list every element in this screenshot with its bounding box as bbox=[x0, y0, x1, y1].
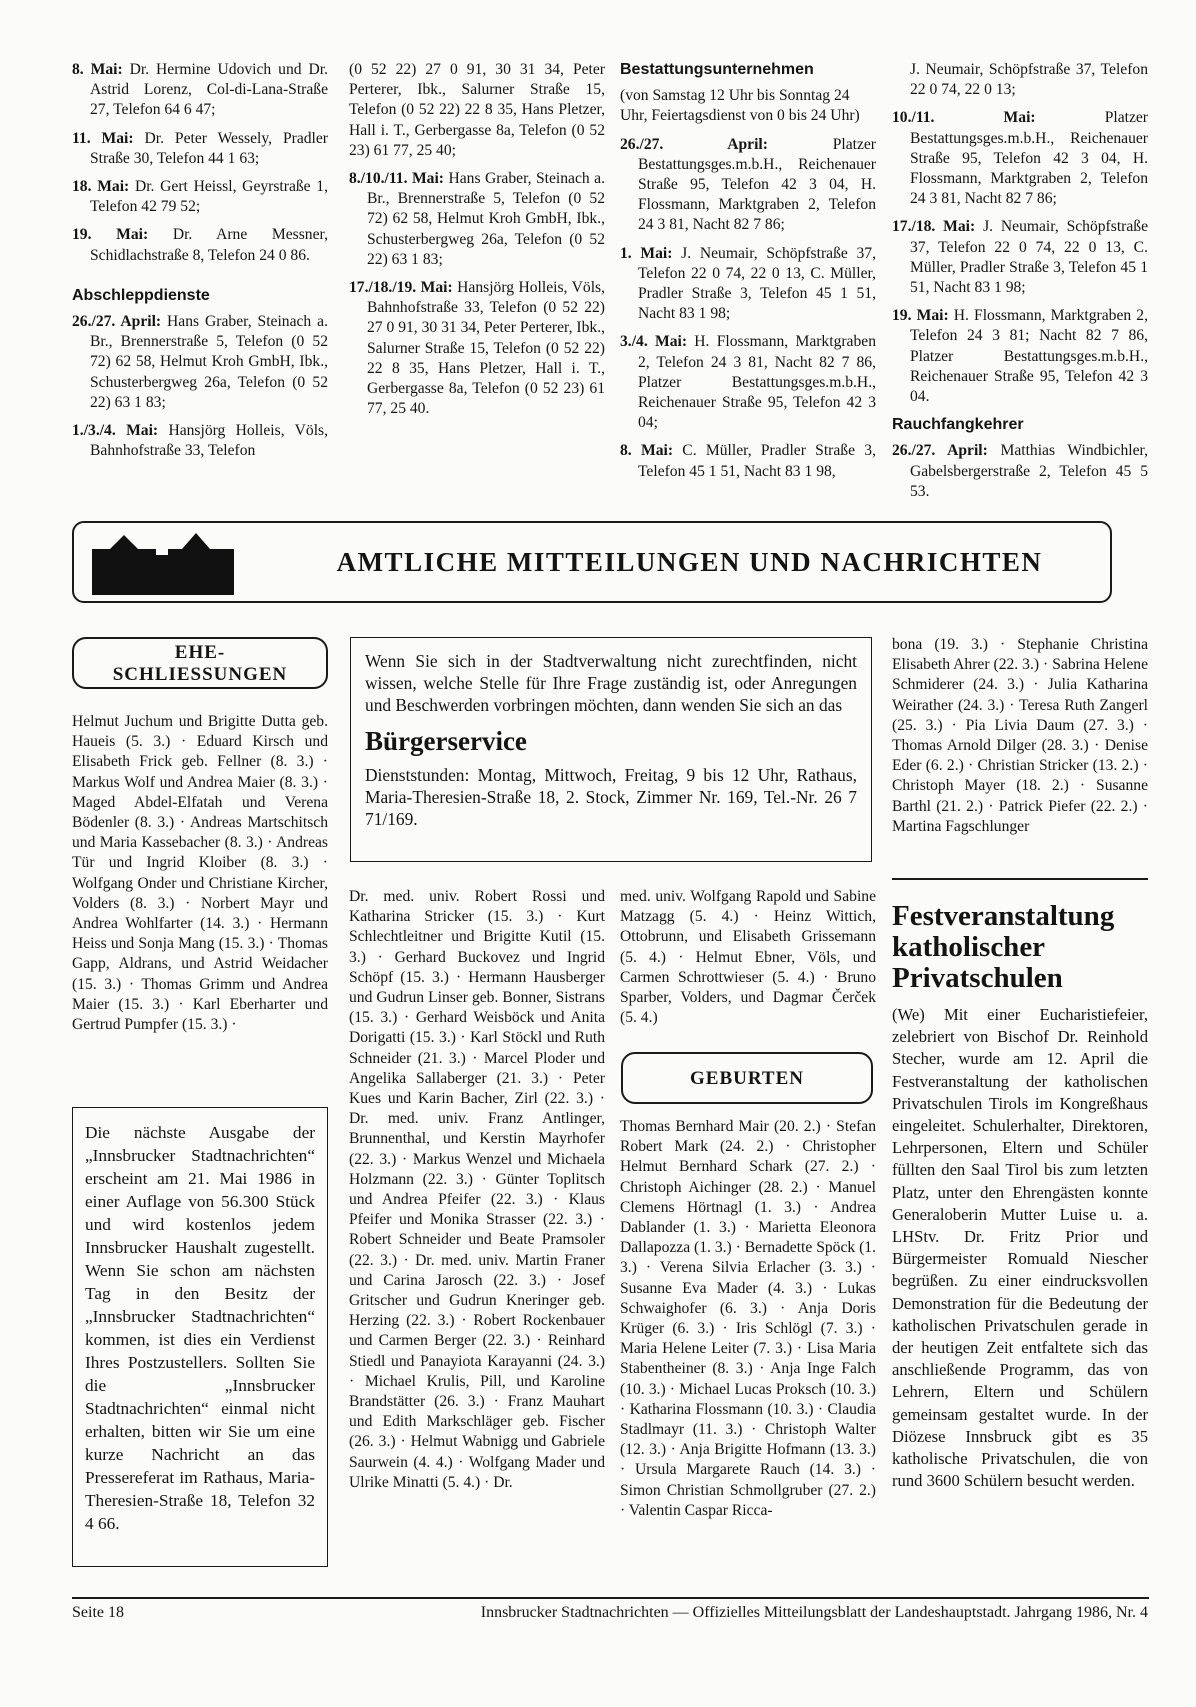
entry: 8./10./11. Mai: Hans Graber, Steinach a. Br., Brennerstraße 5, Telefon (0 52 72) 62 58, Helmut Kroh GmbH, Ibk., Schusterbergweg 26a, Telefon (0 52 22) 63 1 83; bbox=[349, 170, 605, 268]
citizen-service-box bbox=[350, 637, 872, 862]
section-heading-rauchfangkehrer: Rauchfangkehrer bbox=[892, 416, 1024, 434]
entry: 10./11. Mai: Platzer Bestattungsges.m.b.H., Reichenauer Straße 95, Telefon 42 3 04, H. Flossmann, Marktgraben 2, Telefon 24 3 81, Nacht 82 7 86; bbox=[892, 109, 1148, 208]
column-divider bbox=[892, 878, 1148, 880]
service-name: Bürgerservice bbox=[365, 726, 527, 756]
article bbox=[892, 893, 1148, 1500]
entry: 19. Mai: Dr. Arne Messner, Schidlachstraße 8, Telefon 24 0 86. bbox=[72, 226, 328, 264]
entry: 19. Mai: H. Flossmann, Marktgraben 2, Telefon 24 3 81; Nacht 82 7 86, Platzer Bestattungsges.m.b.H., Reichenauer Straße 95, Telefon 42 3 04. bbox=[892, 307, 1148, 406]
section-heading-abschleppdienste: Abschleppdienste bbox=[72, 286, 210, 304]
page-number: Seite 18 bbox=[72, 1604, 124, 1621]
bestattung-intro: (von Samstag 12 Uhr bis Sonntag 24 Uhr, Feiertagsdienst von 0 bis 24 Uhr) bbox=[620, 87, 860, 125]
top-column-1 bbox=[72, 60, 328, 469]
marriages-column-2: Dr. med. univ. Robert Rossi und Katharina Stricker (15. 3.) · Kurt Schlechtleitner und Brigitte Kutil (15. 3.) · Gerhard Buckovez und Ingrid Schöpf (15. 3.) · Hermann Hausberger und Gudrun Linser geb. Bonner, Sistrans (15. 3.) · Gerhard Weisböck und Anita Dorigatti (15. 3.) · Karl Stöckl und Ruth Schneider (21. 3.) · Marcel Ploder und Angelika Sallaberger (21. 3.) · Peter Kues und Karin Bacher, Zirl (22. 3.) · Dr. med. univ. Franz Antlinger, Brunnenthal, und Kerstin Mayrhofer (22. 3.) · Markus Wenzel und Michaela Holzmann (22. 3.) · Günter Toplitsch und Andrea Pfeifer (22. 3.) · Klaus Pfeifer und Monika Strasser (22. 3.) · Robert Schneider und Beate Pramsoler (22. 3.) · Dr. med. univ. Martin Franer und Carina Jarosch (22. 3.) · Josef Gritscher und Gudrun Kneringer geb. Herzing (22. 3.) · Robert Rockenbauer und Carmen Berger (22. 3.) · Reinhard Stiedl und Panayiota Karayanni (24. 3.) · Michael Krulis, Pill, und Karoline Brandstätter (26. 3.) · Franz Mauhart und Edith Markschläger geb. Fischer (26. 3.) · Helmut Wabnigg und Gabriele Saurwein (4. 4.) · Wolfgang Mader und Ulrike Minatti (5. 4.) · Dr. bbox=[349, 888, 605, 1491]
entry: 18. Mai: Dr. Gert Heissl, Geyrstraße 1, Telefon 42 79 52; bbox=[72, 178, 328, 216]
births-column-2: bona (19. 3.) · Stephanie Christina Elisabeth Ahrer (22. 3.) · Sabrina Helene Schmiderer (24. 3.) · Julia Katharina Weirather (24. 3.) · Teresa Ruth Zangerl (25. 3.) · Pia Livia Daum (27. 3.) · Thomas Arnold Dilger (28. 3.) · Denise Eder (6. 2.) · Christian Stricker (13. 2.) · Christoph Mayer (18. 2.) · Susanne Barthl (21. 2.) · Patrick Piefer (22. 2.) · Martina Fagschlunger bbox=[892, 636, 1148, 835]
section-banner bbox=[72, 521, 1112, 603]
marriages-column-1: Helmut Juchum und Brigitte Dutta geb. Haueis (5. 3.) · Eduard Kirsch und Elisabeth Frick geb. Fellner (8. 3.) · Markus Wolf und Andrea Maier (8. 3.) · Maged Abdel-Elfatah und Verena Bödenler (8. 3.) · Andreas Martschitsch und Maria Kassebacher (8. 3.) · Andreas Tür und Ingrid Kloiber (8. 3.) · Wolfgang Onder und Christiane Kircher, Volders (8. 3.) · Norbert Mayr und Andrea Wohlfarter (14. 3.) · Hermann Heiss und Sonja Mang (15. 3.) · Thomas Gapp, Aldrans, und Astrid Weidacher (15. 3.) · Thomas Grimm und Andrea Maier (15. 3.) · Karl Eberharter und Gertrud Pumpfer (15. 3.) · bbox=[72, 713, 328, 1034]
top-column-2 bbox=[349, 60, 605, 427]
doctor-list bbox=[72, 60, 328, 266]
article-body: (We) Mit einer Eucharistiefeier, zelebriert von Bischof Dr. Reinhold Stecher, wurde am 12. April die Festveranstaltung der katholischen Privatschulen Tirols im Kongreßhaus eingeleitet. Schulerhalter, Direktoren, Lehrpersonen, Eltern und Schüler füllten den Saal Tirol bis zum letzten Platz, unter den Ehrengästen konnte Generaloberin Mutter Luise u. a. LHStv. Dr. Fritz Prior und Bürgermeister Romuald Niescher begrüßen. Zu einer eindrucksvollen Demonstration für die Bedeutung der katholischen Privatschulen gerade in der heutigen Zeit entfaltete sich das anschließende Programm, das von Lehrern, Eltern und Schülern gemeinsam gestaltet wurde. In der Diözese Innsbruck gibt es 35 katholische Privatschulen, die von rund 3600 Schülern besucht werden. bbox=[892, 1005, 1148, 1491]
city-emblem-icon bbox=[86, 525, 246, 599]
entry: 26./27. April: Platzer Bestattungsges.m.b.H., Reichenauer Straße 95, Telefon 42 3 04, H. Flossmann, Marktgraben 2, Telefon 24 3 81, Nacht 82 7 86; bbox=[620, 135, 876, 234]
section-heading-bestattung: Bestattungsunternehmen bbox=[620, 61, 814, 78]
footer-rule bbox=[72, 1597, 1149, 1599]
entry: 11. Mai: Dr. Peter Wessely, Pradler Straße 30, Telefon 44 1 63; bbox=[72, 129, 328, 167]
entry: 26./27. April: Hans Graber, Steinach a. Br., Brennerstraße 5, Telefon (0 52 72) 62 58, Helmut Kroh GmbH, Ibk., Schusterbergweg 26a, Telefon (0 52 22) 63 1 83; bbox=[72, 313, 328, 411]
births-heading: GEBURTEN bbox=[621, 1052, 873, 1104]
entry: (0 52 22) 27 0 91, 30 31 34, Peter Perterer, Ibk., Salurner Straße 15, Telefon (0 52 22) 22 8 35, Hans Pletzer, Hall i. T., Gerbergasse 8a, Telefon (0 52 23) 61 77, 25 40; bbox=[349, 61, 605, 159]
entry: 3./4. Mai: H. Flossmann, Marktgraben 2, Telefon 24 3 81, Nacht 82 7 86, Platzer Bestattungsges.m.b.H., Reichenauer Straße 95, Telefon 42 3 04; bbox=[620, 333, 876, 432]
entry: 17./18./19. Mai: Hansjörg Holleis, Völs, Bahnhofstraße 33, Telefon (0 52 22) 27 0 91, 30 31 34, Peter Perterer, Ibk., Salurner Straße 15, Telefon (0 52 22) 22 8 35, Hans Pletzer, Hall i. T., Gerbergasse 8a, Telefon (0 52 23) 61 77, 25 40. bbox=[349, 279, 605, 418]
service-hours: Dienststunden: Montag, Mittwoch, Freitag, 9 bis 12 Uhr, Rathaus, Maria-Theresien-Straße 18, 2. Stock, Zimmer Nr. 169, Tel.-Nr. 26 7 71/169. bbox=[365, 765, 857, 829]
banner-title: AMTLICHE MITTEILUNGEN UND NACHRICHTEN bbox=[336, 547, 1043, 577]
service-intro: Wenn Sie sich in der Stadtverwaltung nicht zurechtfinden, nicht wissen, welche Stelle für Ihre Frage zuständig ist, oder Anregungen und Beschwerden vorbringen möchten, dann wenden Sie sich an das bbox=[365, 651, 857, 715]
marriages-column-3: med. univ. Wolfgang Rapold und Sabine Matzagg (5. 4.) · Heinz Wittich, Ottobrunn, und Elisabeth Grissemann (5. 4.) · Helmut Ebner, Völs, und Carmen Schrottwieser (5. 4.) · Bruno Sparber, Volders, und Dagmar Čerček (5. 4.) bbox=[620, 888, 876, 1027]
entry: J. Neumair, Schöpfstraße 37, Telefon 22 0 74, 22 0 13; bbox=[910, 61, 1148, 99]
top-column-3 bbox=[620, 60, 876, 490]
entry: 8. Mai: C. Müller, Pradler Straße 3, Telefon 45 1 51, Nacht 83 1 98, bbox=[620, 442, 876, 480]
entry: 1./3./4. Mai: Hansjörg Holleis, Völs, Bahnhofstraße 33, Telefon bbox=[72, 422, 328, 460]
entry: 1. Mai: J. Neumair, Schöpfstraße 37, Telefon 22 0 74, 22 0 13, C. Müller, Pradler Straße 3, Telefon 45 1 51, Nacht 83 1 98; bbox=[620, 244, 876, 323]
top-column-4 bbox=[892, 60, 1148, 510]
entry: 26./27. April: Matthias Windbichler, Gabelsbergerstraße 2, Telefon 45 5 53. bbox=[892, 442, 1148, 500]
entry: 17./18. Mai: J. Neumair, Schöpfstraße 37, Telefon 22 0 74, 22 0 13, C. Müller, Pradler Straße 3, Telefon 45 1 51, Nacht 83 1 98; bbox=[892, 218, 1148, 297]
marriages-heading: EHE- SCHLIESSUNGEN bbox=[72, 637, 328, 689]
births-column-1: Thomas Bernhard Mair (20. 2.) · Stefan Robert Mark (24. 2.) · Christopher Helmut Bernhard Schark (27. 2.) · Christoph Aichinger (28. 2.) · Manuel Clemens Hörtnagl (1. 3.) · Andrea Dablander (1. 3.) · Marietta Eleonora Dallapozza (1. 3.) · Bernadette Spöck (1. 3.) · Verena Silvia Erlacher (3. 3.) · Susanne Eva Mader (4. 3.) · Lukas Schwaighofer (6. 3.) · Anja Doris Krüger (6. 3.) · Iris Schlögl (7. 3.) · Maria Helene Leiter (7. 3.) · Lisa Maria Stabentheiner (8. 3.) · Anja Inge Falch (10. 3.) · Michael Lucas Proksch (10. 3.) · Katharina Flossmann (10. 3.) · Claudia Stadlmayr (11. 3.) · Christoph Walter (12. 3.) · Anja Brigitte Hofmann (13. 3.) · Ursula Margarete Rauch (14. 3.) · Simon Christian Schmollgruber (27. 2.) · Valentin Caspar Ricca- bbox=[620, 1118, 876, 1519]
publication-line: Innsbrucker Stadtnachrichten — Offizielles Mitteilungsblatt der Landeshauptstadt. Jahrgang 1986, Nr. 4 bbox=[480, 1604, 1148, 1621]
next-issue-notice: Die nächste Ausgabe der „Innsbrucker Stadtnachrichten“ erscheint am 21. Mai 1986 in einer Auflage von 56.300 Stück und wird kostenlos jedem Innsbrucker Haushalt zugestellt. Wenn Sie schon am nächsten Tag in den Besitz der „Innsbrucker Stadtnachrichten“ kommen, ist dies ein Verdienst Ihres Postzustellers. Sollten Sie die „Innsbrucker Stadtnachrichten“ einmal nicht erhalten, bitten wir Sie um eine kurze Nachricht an das Pressereferat im Rathaus, Maria-Theresien-Straße 18, Telefon 32 4 66. bbox=[72, 1107, 328, 1567]
article-title: Festveranstaltung katholischer Privatschulen bbox=[892, 900, 1115, 994]
entry: 8. Mai: Dr. Hermine Udovich und Dr. Astrid Lorenz, Col-di-Lana-Straße 27, Telefon 64 6 47; bbox=[72, 61, 328, 119]
